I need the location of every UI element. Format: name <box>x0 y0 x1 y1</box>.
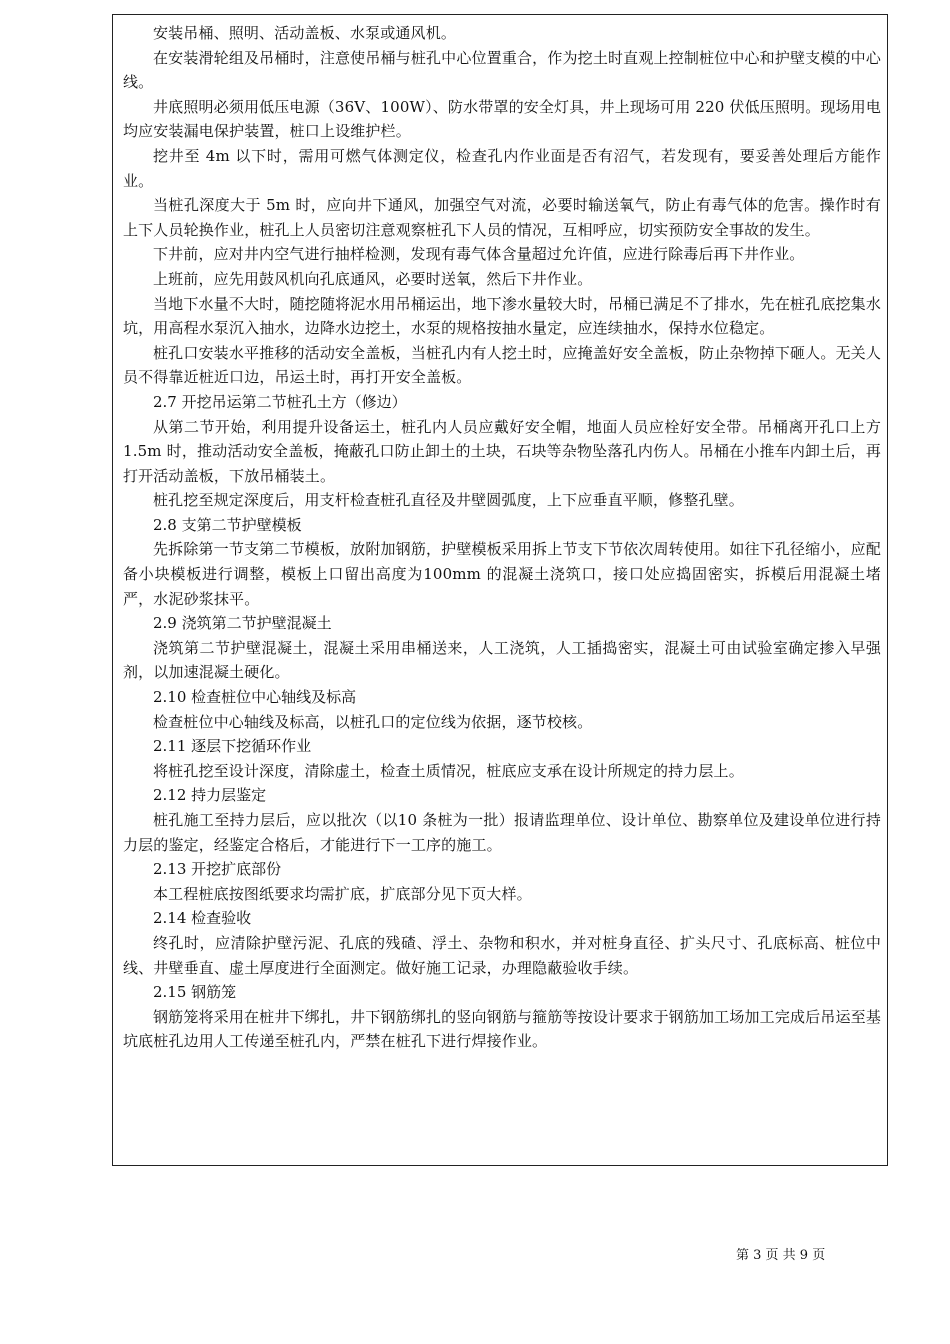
body-paragraph: 终孔时，应清除护壁污泥、孔底的残碴、浮土、杂物和积水，并对桩身直径、扩头尺寸、孔底标高、桩位中线、井壁垂直、虚土厚度进行全面测定。做好施工记录，办理隐蔽验收手续。 <box>123 933 881 977</box>
body-paragraph: 桩孔施工至持力层后，应以批次（以10 条桩为一批）报请监理单位、设计单位、勘察单位及建设单位进行持力层的鉴定，经鉴定合格后，才能进行下一工序的施工。 <box>123 811 881 854</box>
body-paragraph: 检查桩位中心轴线及标高，以桩孔口的定位线为依据，逐节校核。 <box>153 712 593 731</box>
body-paragraph: 当地下水量不大时，随挖随将泥水用吊桶运出，地下渗水量较大时，吊桶已满足不了排水，先在桩孔底挖集水坑，用高程水泵沉入抽水，边降水边挖土，水泵的规格按抽水量定，应连续抽水，保持水位稳定。 <box>123 294 881 338</box>
section-heading: 2.9 浇筑第二节护壁混凝土 <box>153 614 332 633</box>
body-paragraph: 桩孔口安装水平推移的活动安全盖板，当桩孔内有人挖土时，应掩盖好安全盖板，防止杂物掉下砸人。无关人员不得靠近桩近口边，吊运土时，再打开安全盖板。 <box>123 343 881 387</box>
body-paragraph: 上班前，应先用鼓风机向孔底通风，必要时送氧，然后下井作业。 <box>153 269 593 288</box>
section-heading: 2.10 检查桩位中心轴线及标高 <box>153 688 357 707</box>
body-paragraph: 钢筋笼将采用在桩井下绑扎，井下钢筋绑扎的竖向钢筋与箍筋等按设计要求于钢筋加工场加工完成后吊运至基坑底桩孔边用人工传递至桩孔内，严禁在桩孔下进行焊接作业。 <box>123 1007 881 1051</box>
section-heading: 2.12 持力层鉴定 <box>153 786 267 805</box>
body-paragraph: 从第二节开始，利用提升设备运土，桩孔内人员应戴好安全帽，地面人员应栓好安全带。吊桶离开孔口上方 1.5m 时，推动活动安全盖板，掩蔽孔口防止卸土的土块，石块等杂物坠落孔内伤人。吊桶在小推车内卸土后，再打开活动盖板，下放吊桶装土。 <box>123 417 881 485</box>
content-frame <box>112 14 888 1166</box>
body-paragraph: 在安装滑轮组及吊桶时，注意使吊桶与桩孔中心位置重合，作为挖土时直观上控制桩位中心和护壁支模的中心线。 <box>123 48 881 92</box>
section-heading: 2.8 支第二节护壁模板 <box>153 515 302 534</box>
body-paragraph: 将桩孔挖至设计深度，清除虚土，检查土质情况，桩底应支承在设计所规定的持力层上。 <box>153 761 744 780</box>
body-paragraph: 本工程桩底按图纸要求均需扩底，扩底部分见下页大样。 <box>153 884 532 903</box>
document-body <box>123 21 881 1054</box>
section-heading: 2.15 钢筋笼 <box>153 983 237 1002</box>
section-heading: 2.14 检查验收 <box>153 909 252 928</box>
body-paragraph: 当桩孔深度大于 5m 时，应向井下通风，加强空气对流，必要时输送氧气，防止有毒气体的危害。操作时有上下人员轮换作业，桩孔上人员密切注意观察桩孔下人员的情况，互相呼应，切实预防安全事故的发生。 <box>123 196 881 239</box>
body-paragraph: 先拆除第一节支第二节模板，放附加钢筋，护壁模板采用拆上节支下节依次周转使用。如往下孔径缩小，应配备小块模板进行调整，模板上口留出高度为100mm 的混凝土浇筑口，接口处应捣固密实，拆模后用混凝土堵严，水泥砂浆抹平。 <box>123 540 881 608</box>
section-heading: 2.13 开挖扩底部份 <box>153 860 282 879</box>
body-paragraph: 安装吊桶、照明、活动盖板、水泵或通风机。 <box>153 24 457 42</box>
body-paragraph: 桩孔挖至规定深度后，用支杆检查桩孔直径及井壁圆弧度，上下应垂直平顺，修整孔壁。 <box>153 491 744 510</box>
section-heading: 2.7 开挖吊运第二节桩孔土方（修边） <box>153 392 407 411</box>
page-number: 第 3 页 共 9 页 <box>736 1248 826 1263</box>
body-paragraph: 挖井至 4m 以下时，需用可燃气体测定仪，检查孔内作业面是否有沼气，若发现有，要妥善处理后方能作业。 <box>123 146 881 190</box>
section-heading: 2.11 逐层下挖循环作业 <box>153 737 312 756</box>
body-paragraph: 井底照明必须用低压电源（36V、100W）、防水带罩的安全灯具，井上现场可用 220 伏低压照明。现场用电均应安装漏电保护装置，桩口上设维护栏。 <box>123 97 881 141</box>
body-paragraph: 下井前，应对井内空气进行抽样检测，发现有毒气体含量超过允许值，应进行除毒后再下井作业。 <box>153 245 805 264</box>
body-paragraph: 浇筑第二节护壁混凝土，混凝土采用串桶送来，人工浇筑，人工插捣密实，混凝土可由试验室确定掺入早强剂，以加速混凝土硬化。 <box>123 638 881 682</box>
